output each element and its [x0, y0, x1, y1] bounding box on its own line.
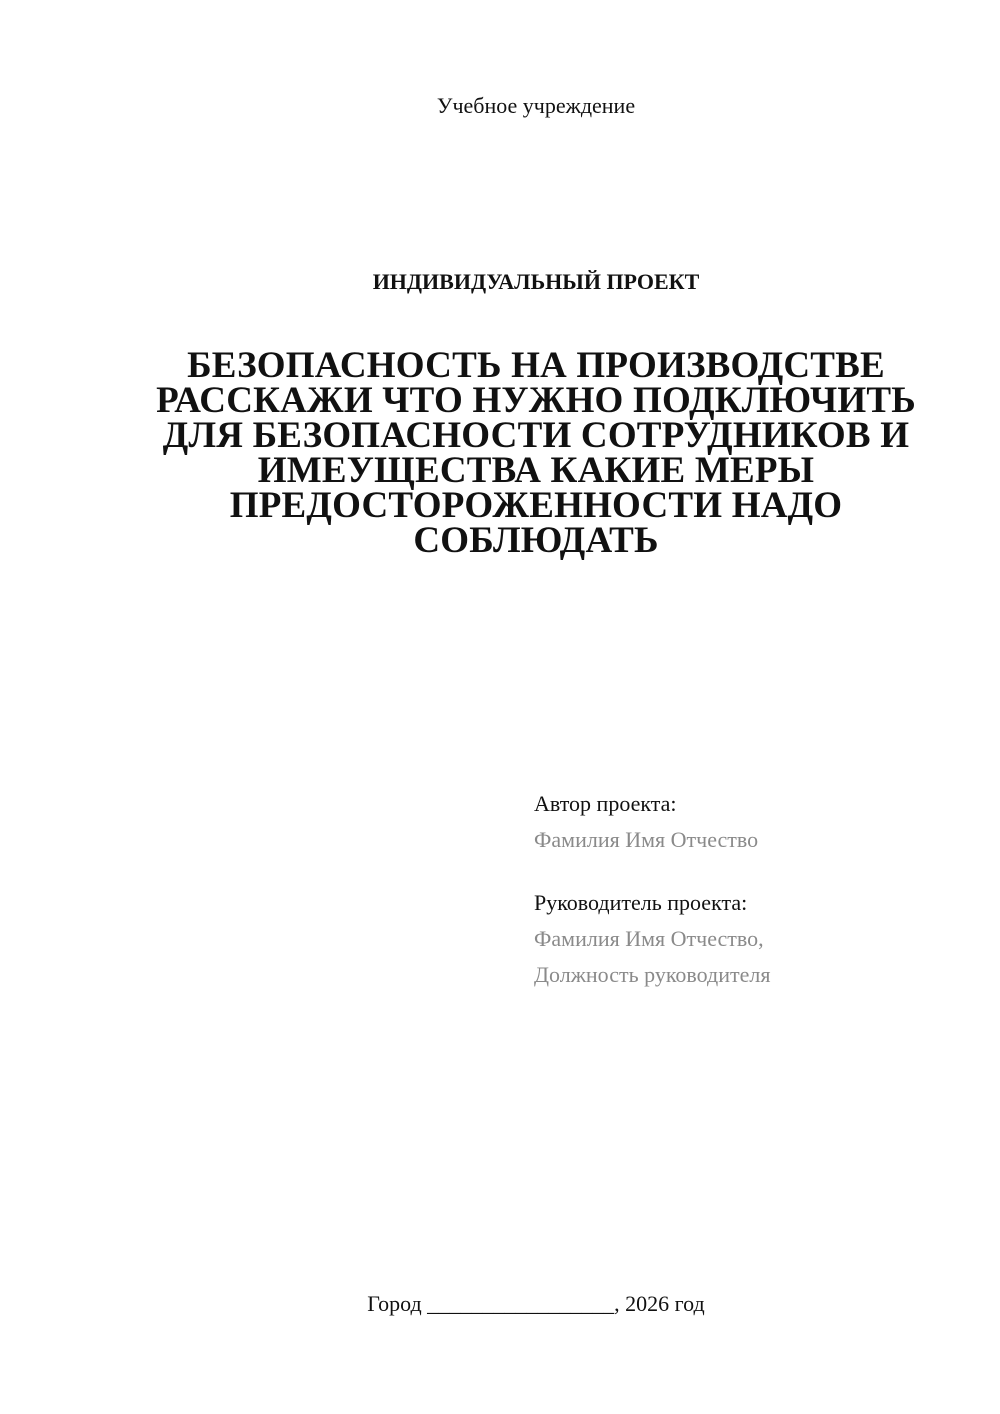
- project-type-heading: ИНДИВИДУАЛЬНЫЙ ПРОЕКТ: [372, 269, 700, 294]
- project-title: БЕЗОПАСНОСТЬ НА ПРОИЗВОДСТВЕ РАССКАЖИ ЧТО НУЖНО ПОДКЛЮЧИТЬ ДЛЯ БЕЗОПАСНОСТИ СОТРУДНИКОВ И ИМЕУЩЕСТВА КАКИЕ МЕРЫ ПРЕДОСТОРОЖЕННОСТИ НАДО СОБЛЮДАТЬ: [156, 345, 916, 561]
- credits-block: [534, 790, 974, 989]
- supervisor-name: Фамилия Имя Отчество,: [534, 926, 764, 951]
- supervisor-label: Руководитель проекта:: [534, 890, 748, 915]
- supervisor-position: Должность руководителя: [534, 962, 771, 987]
- institution-name: Учебное учреждение: [436, 93, 636, 118]
- author-name: Фамилия Имя Отчество: [534, 827, 759, 852]
- city-year-line: Город _________________, 2026 год: [367, 1291, 705, 1316]
- credits-spacer: [534, 854, 974, 889]
- author-label: Автор проекта:: [534, 791, 677, 816]
